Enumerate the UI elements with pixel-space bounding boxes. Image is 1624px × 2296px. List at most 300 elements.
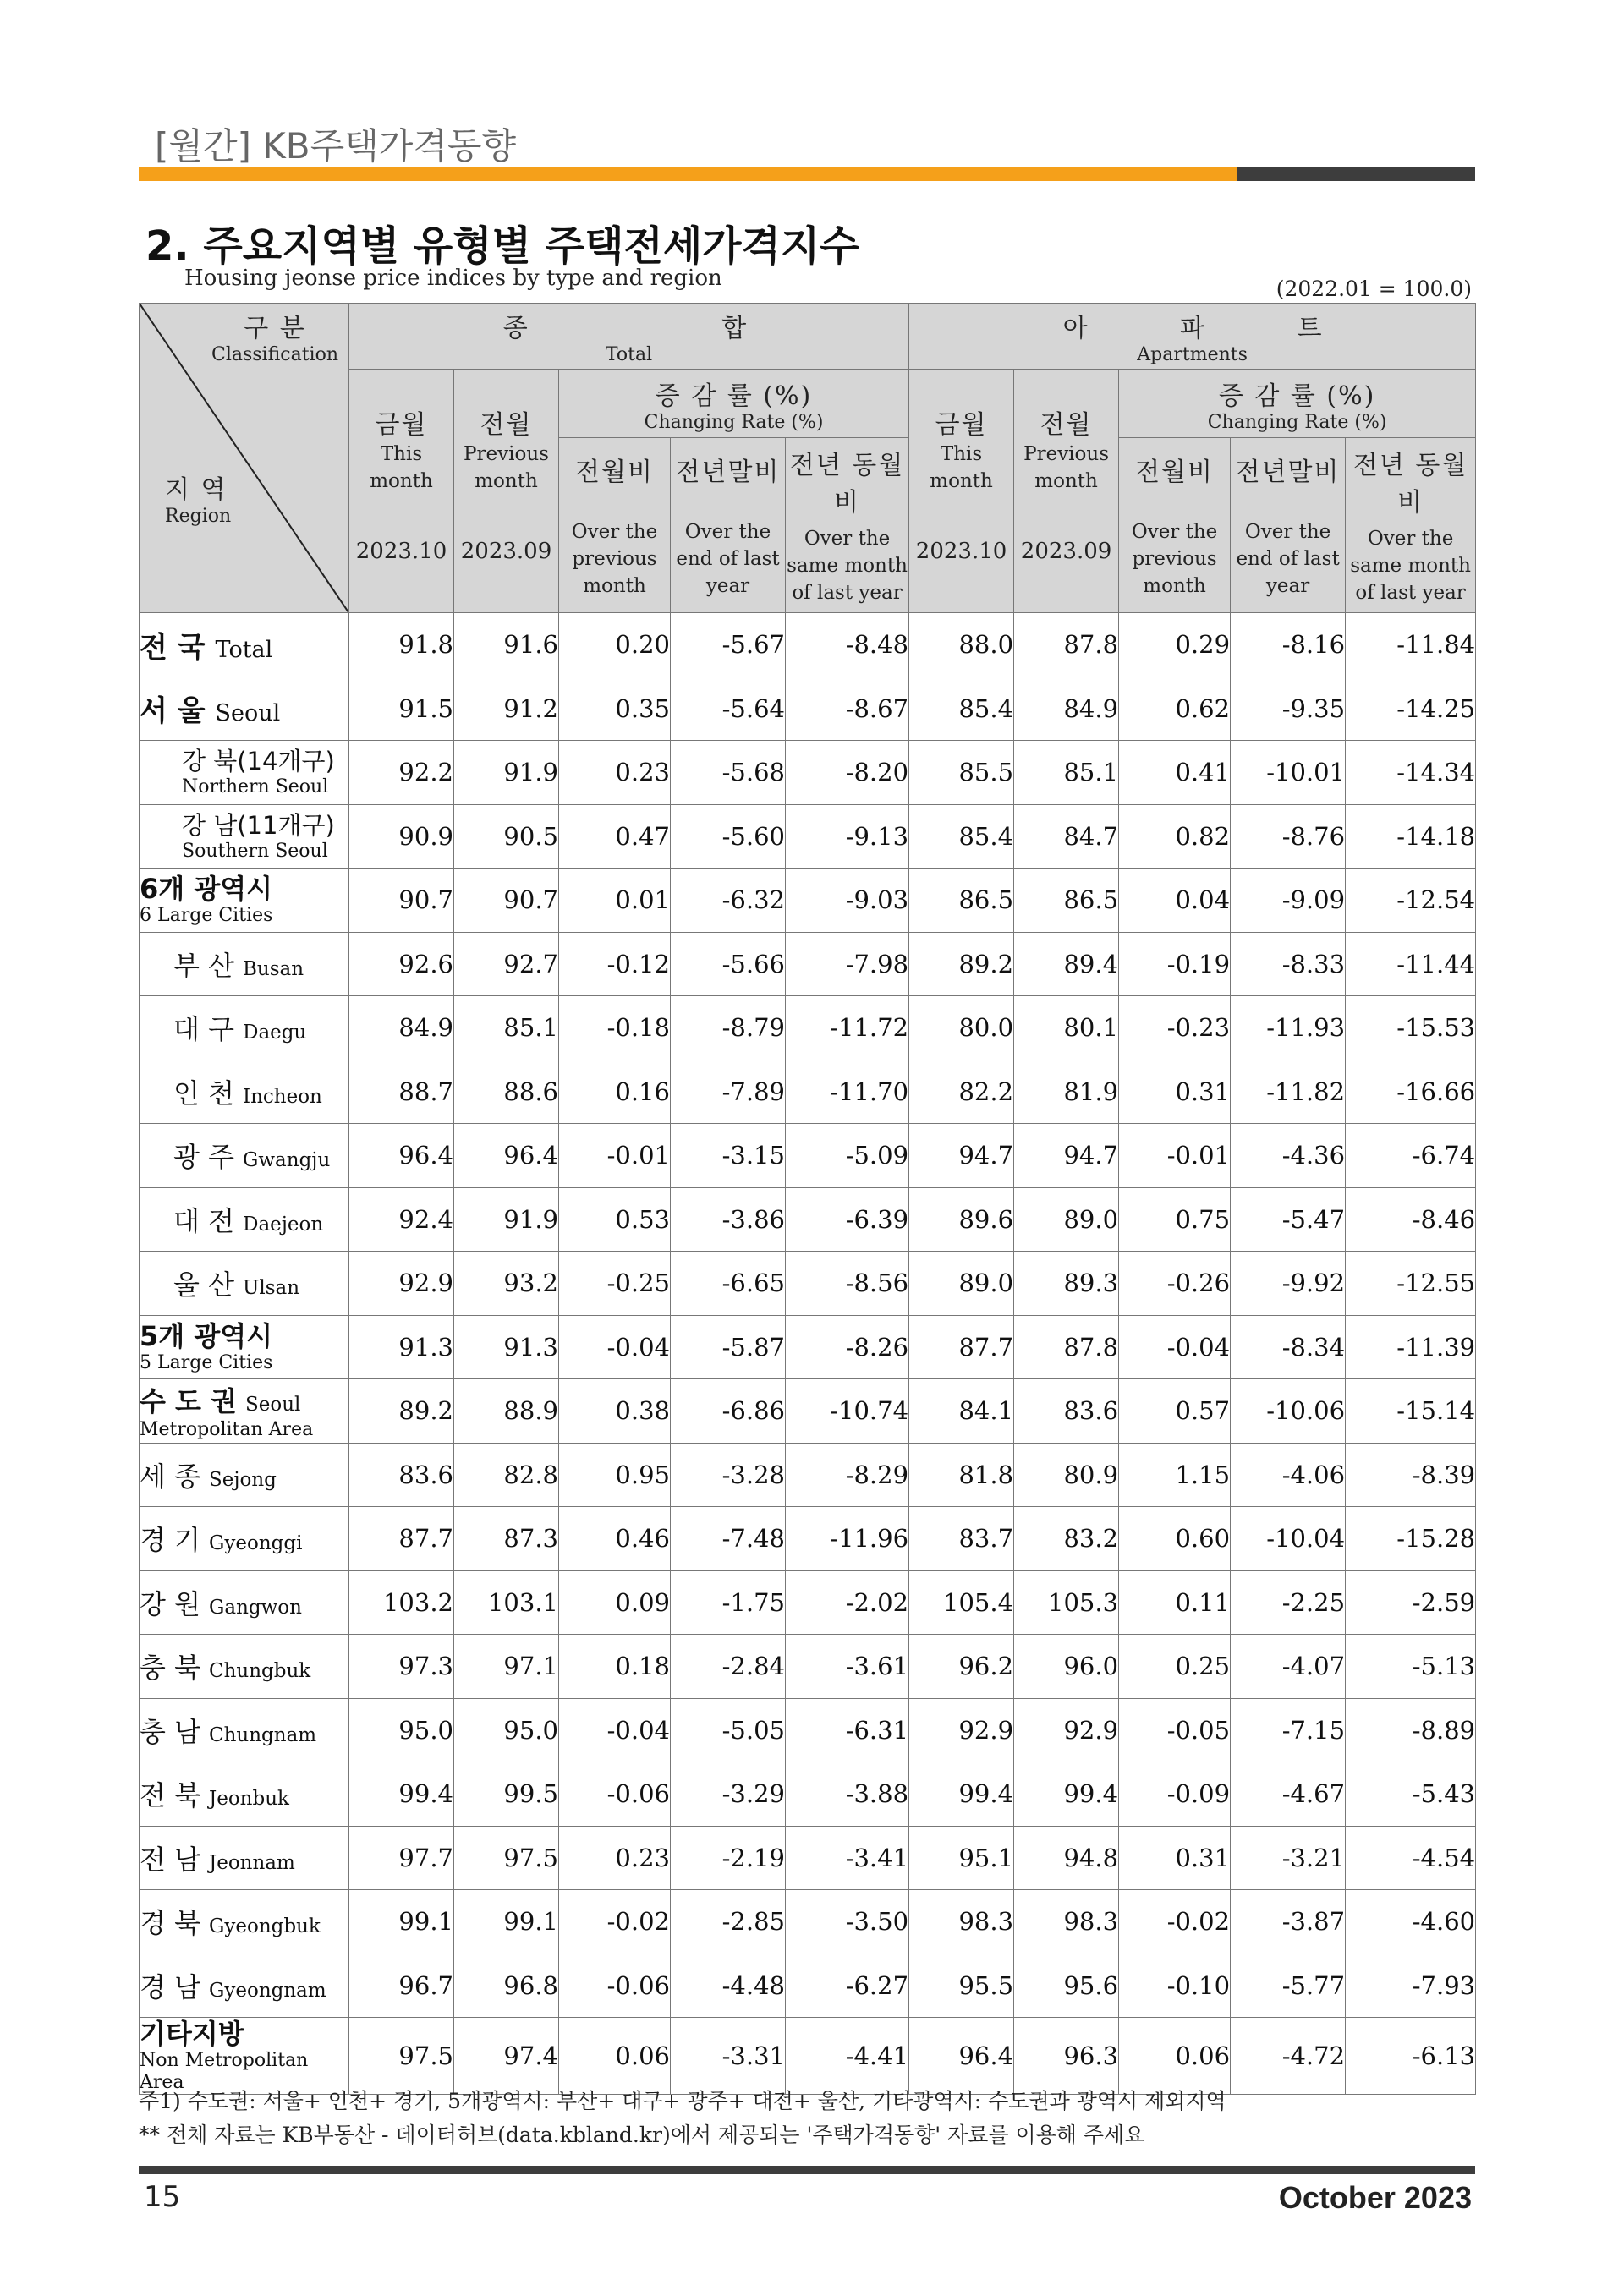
value-cell: 105.4 <box>909 1570 1014 1635</box>
value-cell: -14.18 <box>1346 804 1476 869</box>
region-name-ko: 수 도 권 <box>140 1385 238 1418</box>
region-name-en: Chungnam <box>209 1723 317 1746</box>
value-cell: 92.7 <box>454 932 559 996</box>
value-cell: 83.2 <box>1014 1507 1119 1571</box>
value-cell: 0.01 <box>559 869 671 933</box>
value-cell: -4.48 <box>671 1954 786 2018</box>
value-cell: 91.6 <box>454 613 559 677</box>
region-name-en-line2: Metropolitan Area <box>140 1419 314 1441</box>
value-cell: 0.25 <box>1119 1635 1231 1699</box>
value-cell: -5.68 <box>671 741 786 805</box>
value-cell: 0.29 <box>1119 613 1231 677</box>
value-cell: -0.25 <box>559 1252 671 1316</box>
value-cell: 96.8 <box>454 1954 559 2018</box>
region-cell <box>140 1187 349 1252</box>
region-cell <box>140 1060 349 1124</box>
value-cell: 105.3 <box>1014 1570 1119 1635</box>
unit-note: (2022.01 = 100.0) <box>1276 277 1472 301</box>
region-name-en: Incheon <box>243 1085 322 1108</box>
region-cell <box>140 1762 349 1827</box>
value-cell: 97.1 <box>454 1635 559 1699</box>
value-cell: -3.29 <box>671 1762 786 1827</box>
value-cell: -10.74 <box>786 1379 909 1444</box>
value-cell: -8.56 <box>786 1252 909 1316</box>
value-cell: 88.7 <box>349 1060 454 1124</box>
value-cell: -3.88 <box>786 1762 909 1827</box>
value-cell: 91.5 <box>349 677 454 741</box>
region-name-ko: 세 종 <box>140 1460 200 1493</box>
value-cell: 87.7 <box>349 1507 454 1571</box>
value-cell: 94.7 <box>909 1124 1014 1188</box>
value-cell: -8.26 <box>786 1315 909 1379</box>
value-cell: 0.09 <box>559 1570 671 1635</box>
value-cell: -12.55 <box>1346 1252 1476 1316</box>
value-cell: -8.89 <box>1346 1698 1476 1762</box>
table-row <box>140 613 1476 677</box>
value-cell: 84.7 <box>1014 804 1119 869</box>
value-cell: 92.6 <box>349 932 454 996</box>
value-cell: 80.1 <box>1014 996 1119 1060</box>
value-cell: -3.87 <box>1231 1890 1346 1954</box>
value-cell: 97.5 <box>349 2018 454 2095</box>
value-cell: -2.84 <box>671 1635 786 1699</box>
value-cell: -6.27 <box>786 1954 909 2018</box>
report-title: [월간] KB주택가격동향 <box>155 125 517 167</box>
value-cell: -5.13 <box>1346 1635 1476 1699</box>
value-cell: -0.19 <box>1119 932 1231 996</box>
value-cell: 87.8 <box>1014 613 1119 677</box>
value-cell: 85.1 <box>454 996 559 1060</box>
value-cell: 92.4 <box>349 1187 454 1252</box>
region-name-ko: 경 남 <box>140 1970 200 2003</box>
value-cell: -4.07 <box>1231 1635 1346 1699</box>
region-name-ko: 전 남 <box>140 1843 200 1876</box>
value-cell: 95.0 <box>454 1698 559 1762</box>
value-cell: 0.62 <box>1119 677 1231 741</box>
page-number: 15 <box>144 2180 181 2214</box>
value-cell: -2.25 <box>1231 1570 1346 1635</box>
region-name-en: Gyeongbuk <box>209 1915 321 1938</box>
value-cell: -8.20 <box>786 741 909 805</box>
value-cell: 89.3 <box>1014 1252 1119 1316</box>
total-mom-header: 전월비 Over the previous month <box>559 438 671 613</box>
value-cell: -6.74 <box>1346 1124 1476 1188</box>
value-cell: -0.02 <box>1119 1890 1231 1954</box>
footnote-1: 주1) 수도권: 서울+ 인천+ 경기, 5개광역시: 부산+ 대구+ 광주+ 대전+ 울산, 기타광역시: 수도권과 광역시 제외지역 <box>139 2089 1226 2113</box>
value-cell: -4.54 <box>1346 1826 1476 1890</box>
region-cell <box>140 869 349 933</box>
region-name-ko: 전 국 <box>140 630 206 665</box>
value-cell: -5.47 <box>1231 1187 1346 1252</box>
region-cell <box>140 1890 349 1954</box>
value-cell: -11.44 <box>1346 932 1476 996</box>
table-row <box>140 2018 1476 2095</box>
value-cell: -6.31 <box>786 1698 909 1762</box>
value-cell: -5.87 <box>671 1315 786 1379</box>
apt-yoy-header: 전년 동월비 Over the same month of last year <box>1346 438 1476 613</box>
value-cell: 0.16 <box>559 1060 671 1124</box>
region-name-en: Jeonbuk <box>209 1788 289 1811</box>
value-cell: -10.06 <box>1231 1379 1346 1444</box>
value-cell: 87.3 <box>454 1507 559 1571</box>
value-cell: 0.11 <box>1119 1570 1231 1635</box>
region-name-ko: 충 북 <box>140 1652 200 1685</box>
table-row <box>140 1507 1476 1571</box>
value-cell: 88.0 <box>909 613 1014 677</box>
classification-region-cell <box>140 304 349 613</box>
value-cell: 0.95 <box>559 1443 671 1507</box>
classification-label: 구 분 Classification <box>211 314 338 365</box>
table-row <box>140 1698 1476 1762</box>
region-name-ko: 6개 광역시 <box>140 873 273 906</box>
value-cell: -11.72 <box>786 996 909 1060</box>
value-cell: -9.35 <box>1231 677 1346 741</box>
total-group-header: 종 합 Total <box>349 304 909 370</box>
region-label: 지 역 Region <box>165 475 232 527</box>
value-cell: -3.61 <box>786 1635 909 1699</box>
value-cell: 80.0 <box>909 996 1014 1060</box>
value-cell: 84.1 <box>909 1379 1014 1444</box>
value-cell: -10.01 <box>1231 741 1346 805</box>
value-cell: 96.7 <box>349 1954 454 2018</box>
value-cell: 99.4 <box>909 1762 1014 1827</box>
table-row <box>140 1379 1476 1444</box>
value-cell: -7.48 <box>671 1507 786 1571</box>
table-row <box>140 677 1476 741</box>
table-row <box>140 804 1476 869</box>
value-cell: -8.46 <box>1346 1187 1476 1252</box>
value-cell: -0.12 <box>559 932 671 996</box>
total-prev-month-header: 전월 Previous month 2023.09 <box>454 370 559 613</box>
apt-this-month-header: 금월 This month 2023.10 <box>909 370 1014 613</box>
value-cell: -4.36 <box>1231 1124 1346 1188</box>
region-name-en: Gyeongnam <box>209 1979 326 2002</box>
value-cell: -2.59 <box>1346 1570 1476 1635</box>
value-cell: -2.19 <box>671 1826 786 1890</box>
table-row <box>140 1124 1476 1188</box>
value-cell: 0.31 <box>1119 1826 1231 1890</box>
value-cell: 0.46 <box>559 1507 671 1571</box>
value-cell: 91.2 <box>454 677 559 741</box>
value-cell: -9.92 <box>1231 1252 1346 1316</box>
value-cell: -5.05 <box>671 1698 786 1762</box>
table-row <box>140 932 1476 996</box>
region-cell <box>140 1570 349 1635</box>
value-cell: 83.6 <box>1014 1379 1119 1444</box>
value-cell: 0.53 <box>559 1187 671 1252</box>
region-name-ko: 인 천 <box>173 1077 234 1110</box>
value-cell: 84.9 <box>1014 677 1119 741</box>
value-cell: -6.65 <box>671 1252 786 1316</box>
apt-prev-month-header: 전월 Previous month 2023.09 <box>1014 370 1119 613</box>
region-cell <box>140 1124 349 1188</box>
value-cell: -0.10 <box>1119 1954 1231 2018</box>
value-cell: 85.1 <box>1014 741 1119 805</box>
value-cell: 96.2 <box>909 1635 1014 1699</box>
value-cell: 91.9 <box>454 1187 559 1252</box>
value-cell: 88.9 <box>454 1379 559 1444</box>
value-cell: 80.9 <box>1014 1443 1119 1507</box>
value-cell: 89.4 <box>1014 932 1119 996</box>
region-name-en: Busan <box>243 957 304 980</box>
footer-date: October 2023 <box>1278 2180 1472 2215</box>
value-cell: -7.98 <box>786 932 909 996</box>
value-cell: 90.7 <box>454 869 559 933</box>
value-cell: 94.7 <box>1014 1124 1119 1188</box>
price-index-table <box>139 303 1476 2095</box>
table-row <box>140 1890 1476 1954</box>
header-bar <box>139 167 1475 181</box>
value-cell: -5.77 <box>1231 1954 1346 2018</box>
value-cell: 82.8 <box>454 1443 559 1507</box>
value-cell: -10.04 <box>1231 1507 1346 1571</box>
value-cell: 0.35 <box>559 677 671 741</box>
value-cell: -2.02 <box>786 1570 909 1635</box>
value-cell: -3.86 <box>671 1187 786 1252</box>
region-cell <box>140 1635 349 1699</box>
value-cell: 86.5 <box>909 869 1014 933</box>
region-name-en: Gwangju <box>243 1149 331 1172</box>
value-cell: 90.9 <box>349 804 454 869</box>
table-row <box>140 1060 1476 1124</box>
region-name-ko: 대 구 <box>173 1013 234 1046</box>
value-cell: -8.76 <box>1231 804 1346 869</box>
value-cell: -7.15 <box>1231 1698 1346 1762</box>
region-name-ko: 강 남(11개구) <box>182 810 335 840</box>
table-row <box>140 1570 1476 1635</box>
region-name-en: Sejong <box>209 1468 277 1491</box>
region-name-ko: 강 원 <box>140 1587 200 1620</box>
value-cell: 95.5 <box>909 1954 1014 2018</box>
value-cell: -11.39 <box>1346 1315 1476 1379</box>
value-cell: 93.2 <box>454 1252 559 1316</box>
value-cell: 86.5 <box>1014 869 1119 933</box>
region-name-en: Ulsan <box>243 1277 300 1300</box>
table-row <box>140 1762 1476 1827</box>
value-cell: -0.04 <box>559 1315 671 1379</box>
region-name-en: 6 Large Cities <box>140 905 273 927</box>
value-cell: 81.8 <box>909 1443 1014 1507</box>
value-cell: -4.72 <box>1231 2018 1346 2095</box>
region-name-ko: 기타지방 <box>140 2018 244 2050</box>
section-title: 2. 주요지역별 유형별 주택전세가격지수 <box>145 222 859 270</box>
value-cell: 97.7 <box>349 1826 454 1890</box>
value-cell: -8.39 <box>1346 1443 1476 1507</box>
value-cell: 0.31 <box>1119 1060 1231 1124</box>
value-cell: 87.7 <box>909 1315 1014 1379</box>
value-cell: -4.06 <box>1231 1443 1346 1507</box>
value-cell: -11.82 <box>1231 1060 1346 1124</box>
value-cell: -8.33 <box>1231 932 1346 996</box>
apartments-group-header: 아 파 트 Apartments <box>909 304 1476 370</box>
value-cell: 85.4 <box>909 677 1014 741</box>
value-cell: -8.34 <box>1231 1315 1346 1379</box>
value-cell: -5.43 <box>1346 1762 1476 1827</box>
value-cell: 89.0 <box>909 1252 1014 1316</box>
value-cell: -15.28 <box>1346 1507 1476 1571</box>
value-cell: -11.96 <box>786 1507 909 1571</box>
table-row <box>140 1826 1476 1890</box>
value-cell: 81.9 <box>1014 1060 1119 1124</box>
region-name-ko: 부 산 <box>173 949 234 982</box>
region-name-en: Chungbuk <box>209 1660 311 1683</box>
apt-rate-header: 증 감 률 (%) Changing Rate (%) <box>1119 370 1476 438</box>
region-name-en: 5 Large Cities <box>140 1351 273 1373</box>
total-yoy-header: 전년 동월비 Over the same month of last year <box>786 438 909 613</box>
value-cell: -0.04 <box>1119 1315 1231 1379</box>
value-cell: -4.41 <box>786 2018 909 2095</box>
table-row <box>140 1954 1476 2018</box>
region-name-en: Jeonnam <box>209 1851 295 1874</box>
value-cell: -0.01 <box>1119 1124 1231 1188</box>
region-name-ko: 전 북 <box>140 1779 200 1812</box>
region-cell <box>140 1379 349 1444</box>
value-cell: 96.0 <box>1014 1635 1119 1699</box>
value-cell: 94.8 <box>1014 1826 1119 1890</box>
value-cell: 96.4 <box>909 2018 1014 2095</box>
region-name-en: Seoul <box>245 1394 301 1417</box>
value-cell: -8.48 <box>786 613 909 677</box>
value-cell: 95.6 <box>1014 1954 1119 2018</box>
total-this-month-header: 금월 This month 2023.10 <box>349 370 454 613</box>
value-cell: 98.3 <box>909 1890 1014 1954</box>
value-cell: -3.50 <box>786 1890 909 1954</box>
value-cell: 90.7 <box>349 869 454 933</box>
value-cell: -3.31 <box>671 2018 786 2095</box>
region-cell <box>140 804 349 869</box>
value-cell: -5.09 <box>786 1124 909 1188</box>
value-cell: 92.9 <box>349 1252 454 1316</box>
value-cell: 0.20 <box>559 613 671 677</box>
value-cell: -5.67 <box>671 613 786 677</box>
value-cell: -5.64 <box>671 677 786 741</box>
value-cell: -3.15 <box>671 1124 786 1188</box>
value-cell: -3.41 <box>786 1826 909 1890</box>
value-cell: 98.3 <box>1014 1890 1119 1954</box>
value-cell: 99.4 <box>1014 1762 1119 1827</box>
region-name-en: Total <box>215 636 273 663</box>
value-cell: 97.3 <box>349 1635 454 1699</box>
region-name-en: Gyeonggi <box>209 1532 303 1555</box>
value-cell: 0.47 <box>559 804 671 869</box>
value-cell: -1.75 <box>671 1570 786 1635</box>
value-cell: 85.5 <box>909 741 1014 805</box>
region-name-en: Daegu <box>243 1022 307 1044</box>
value-cell: -15.14 <box>1346 1379 1476 1444</box>
table-row <box>140 1187 1476 1252</box>
value-cell: 83.7 <box>909 1507 1014 1571</box>
table-row <box>140 1635 1476 1699</box>
header-bar-dark <box>1237 167 1475 181</box>
value-cell: 99.1 <box>454 1890 559 1954</box>
region-name-ko: 5개 광역시 <box>140 1319 273 1352</box>
value-cell: 0.41 <box>1119 741 1231 805</box>
header-bar-accent <box>139 167 1237 181</box>
value-cell: 103.1 <box>454 1570 559 1635</box>
value-cell: 91.9 <box>454 741 559 805</box>
region-name-en: Seoul <box>215 700 281 727</box>
footer-bar <box>139 2166 1475 2174</box>
value-cell: -7.93 <box>1346 1954 1476 2018</box>
value-cell: 91.3 <box>349 1315 454 1379</box>
value-cell: 103.2 <box>349 1570 454 1635</box>
value-cell: 91.3 <box>454 1315 559 1379</box>
region-name-ko: 울 산 <box>173 1269 234 1301</box>
region-cell <box>140 1443 349 1507</box>
value-cell: -0.06 <box>559 1954 671 2018</box>
region-cell <box>140 677 349 741</box>
region-cell <box>140 1507 349 1571</box>
value-cell: 0.04 <box>1119 869 1231 933</box>
value-cell: -4.60 <box>1346 1890 1476 1954</box>
value-cell: -0.06 <box>559 1762 671 1827</box>
table-row <box>140 1252 1476 1316</box>
value-cell: 99.1 <box>349 1890 454 1954</box>
value-cell: 0.82 <box>1119 804 1231 869</box>
value-cell: -0.02 <box>559 1890 671 1954</box>
value-cell: 85.4 <box>909 804 1014 869</box>
value-cell: 0.60 <box>1119 1507 1231 1571</box>
value-cell: 89.0 <box>1014 1187 1119 1252</box>
value-cell: 82.2 <box>909 1060 1014 1124</box>
region-name-en: Southern Seoul <box>182 840 328 862</box>
total-ytd-header: 전년말비 Over the end of last year <box>671 438 786 613</box>
value-cell: -0.18 <box>559 996 671 1060</box>
footnote-2: ** 전체 자료는 KB부동산 - 데이터허브(data.kbland.kr)에서 제공되는 '주택가격동향' 자료를 이용해 주세요 <box>139 2123 1145 2147</box>
region-cell <box>140 1252 349 1316</box>
value-cell: 89.6 <box>909 1187 1014 1252</box>
value-cell: 0.75 <box>1119 1187 1231 1252</box>
region-name-en: Gangwon <box>209 1596 302 1619</box>
value-cell: 96.4 <box>454 1124 559 1188</box>
table-body <box>140 613 1476 2095</box>
value-cell: 0.57 <box>1119 1379 1231 1444</box>
region-name-ko: 충 남 <box>140 1715 200 1748</box>
region-cell <box>140 741 349 805</box>
value-cell: -6.39 <box>786 1187 909 1252</box>
value-cell: 89.2 <box>349 1379 454 1444</box>
region-cell <box>140 2018 349 2095</box>
value-cell: -7.89 <box>671 1060 786 1124</box>
value-cell: -14.25 <box>1346 677 1476 741</box>
value-cell: -9.03 <box>786 869 909 933</box>
value-cell: -5.66 <box>671 932 786 996</box>
value-cell: -9.09 <box>1231 869 1346 933</box>
apt-mom-header: 전월비 Over the previous month <box>1119 438 1231 613</box>
table-row <box>140 996 1476 1060</box>
value-cell: 92.9 <box>1014 1698 1119 1762</box>
section-subtitle: Housing jeonse price indices by type and region <box>184 266 722 291</box>
value-cell: 0.18 <box>559 1635 671 1699</box>
value-cell: -3.28 <box>671 1443 786 1507</box>
table-row <box>140 1443 1476 1507</box>
value-cell: 1.15 <box>1119 1443 1231 1507</box>
value-cell: 0.06 <box>559 2018 671 2095</box>
value-cell: -2.85 <box>671 1890 786 1954</box>
table-row <box>140 1315 1476 1379</box>
region-cell <box>140 1954 349 2018</box>
value-cell: 96.4 <box>349 1124 454 1188</box>
region-cell <box>140 1826 349 1890</box>
value-cell: 0.23 <box>559 1826 671 1890</box>
value-cell: -0.01 <box>559 1124 671 1188</box>
region-name-en: Northern Seoul <box>182 776 329 798</box>
region-cell <box>140 613 349 677</box>
table-row <box>140 741 1476 805</box>
value-cell: -16.66 <box>1346 1060 1476 1124</box>
value-cell: -8.29 <box>786 1443 909 1507</box>
value-cell: 83.6 <box>349 1443 454 1507</box>
